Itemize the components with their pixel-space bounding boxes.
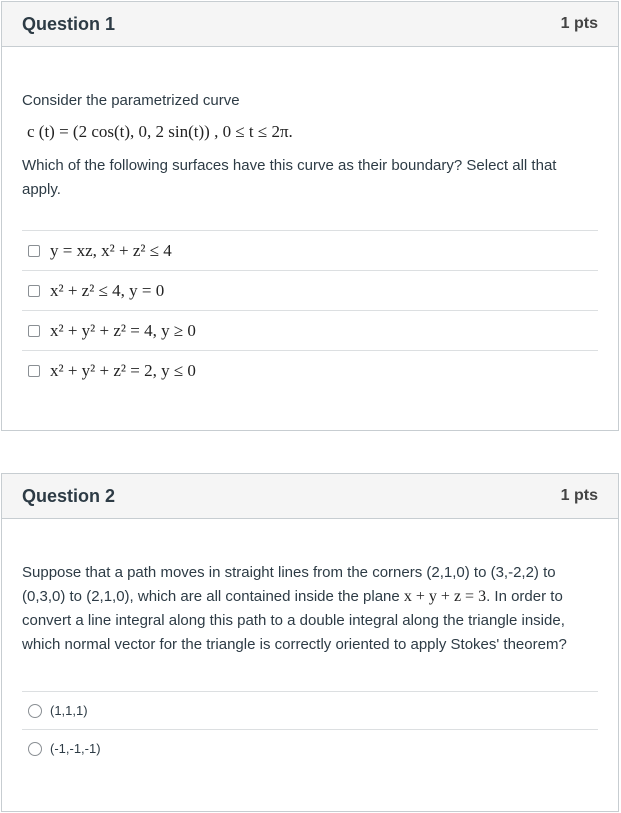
question-1-intro: Consider the parametrized curve	[22, 92, 240, 109]
checkbox[interactable]	[28, 285, 40, 297]
checkbox[interactable]	[28, 365, 40, 377]
question-1-card	[1, 1, 619, 431]
question-2-header	[2, 474, 618, 519]
question-2-prompt-part2: . In order to convert a line integral along this path to a double integral along the triangle inside, which normal vector for the triangle is correctly oriented to apply Stokes' theorem?	[22, 588, 567, 653]
question-1-answers	[22, 230, 598, 390]
question-1-equation: c (t) = (2 cos(t), 0, 2 sin(t)) , 0 ≤ t ≤ 2π.	[27, 122, 293, 141]
question-1-points: 1 pts	[560, 15, 598, 32]
radio-button[interactable]	[28, 704, 42, 718]
answer-label: x² + y² + z² = 4, y ≥ 0	[50, 320, 196, 340]
question-2-answers	[22, 691, 598, 767]
question-2-body	[2, 561, 618, 767]
answer-option[interactable]	[22, 310, 598, 350]
answer-label: x² + y² + z² = 2, y ≤ 0	[50, 360, 196, 380]
answer-option[interactable]	[22, 691, 598, 729]
radio-button[interactable]	[28, 742, 42, 756]
answer-option[interactable]	[22, 729, 598, 767]
question-2-points: 1 pts	[560, 487, 598, 504]
question-1-header	[2, 2, 618, 47]
question-2-card	[1, 473, 619, 812]
question-1-prompt: Which of the following surfaces have this curve as their boundary? Select all that apply.	[22, 157, 557, 198]
question-1-title: Question 1	[22, 13, 116, 34]
answer-option[interactable]	[22, 350, 598, 390]
answer-option[interactable]	[22, 270, 598, 310]
answer-option[interactable]	[22, 230, 598, 270]
answer-label: x² + z² ≤ 4, y = 0	[50, 280, 165, 300]
answer-label: y = xz, x² + z² ≤ 4	[50, 240, 172, 260]
question-2-title: Question 2	[22, 485, 116, 506]
question-2-prompt-part1: Suppose that a path moves in straight lines from the corners (2,1,0) to (3,-2,2) to (0,3,0) to (2,1,0), which are all contained inside the plane	[22, 564, 556, 605]
question-2-prompt	[22, 561, 597, 657]
question-2-plane-equation: x + y + z = 3	[403, 588, 487, 605]
checkbox[interactable]	[28, 245, 40, 257]
question-1-body	[2, 89, 618, 390]
answer-label: (1,1,1)	[50, 703, 88, 718]
answer-label: (-1,-1,-1)	[50, 741, 101, 756]
checkbox[interactable]	[28, 325, 40, 337]
